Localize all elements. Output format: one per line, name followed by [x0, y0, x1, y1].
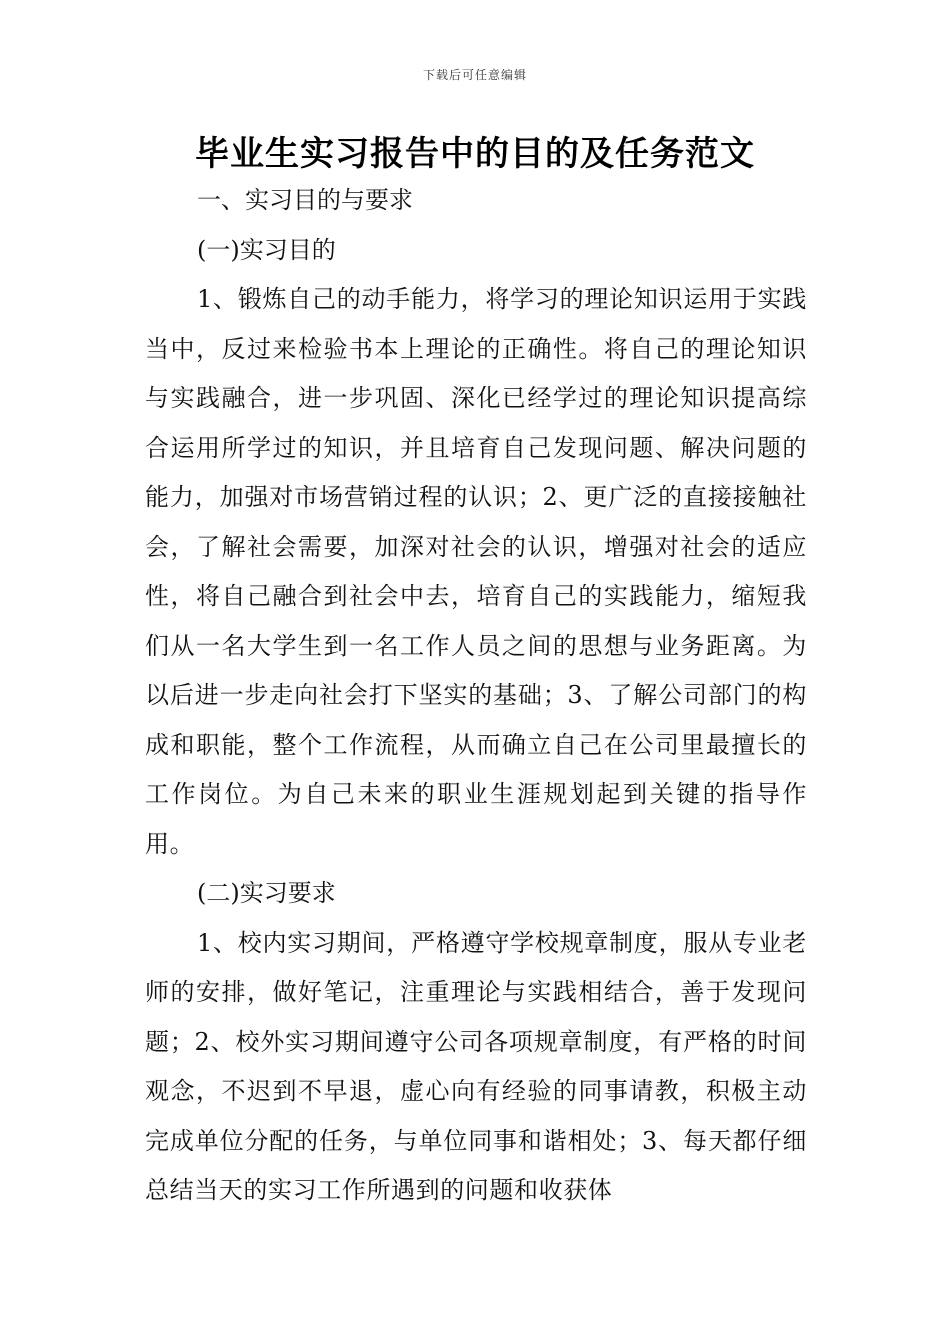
subsection-heading-purpose: (一)实习目的: [197, 235, 336, 264]
document-title: 毕业生实习报告中的目的及任务范文: [195, 134, 755, 174]
page-header-note: 下载后可任意编辑: [422, 68, 527, 82]
document-body: [145, 176, 807, 1216]
paragraph-purpose: 1、锻炼自己的动手能力，将学习的理论知识运用于实践当中，反过来检验书本上理论的正确性。将自己的理论知识与实践融合，进一步巩固、深化已经学过的理论知识提高综合运用所学过的知识，并且培育自己发现问题、解决问题的能力，加强对市场营销过程的认识；2、更广泛的直接接触社会，了解社会需要，加深对社会的认识，增强对社会的适应性，将自己融合到社会中去，培育自己的实践能力，缩短我们从一名大学生到一名工作人员之间的思想与业务距离。为以后进一步走向社会打下坚实的基础；3、了解公司部门的构成和职能，整个工作流程，从而确立自己在公司里最擅长的工作岗位。为自己未来的职业生涯规划起到关键的指导作用。: [145, 285, 807, 858]
section-heading-1: 一、实习目的与要求: [197, 186, 413, 214]
paragraph-requirements: 1、校内实习期间，严格遵守学校规章制度，服从专业老师的安排，做好笔记，注重理论与实践相结合，善于发现问题；2、校外实习期间遵守公司各项规章制度，有严格的时间观念，不迟到不早退，虚心向有经验的同事请教，积极主动完成单位分配的任务，与单位同事和谐相处；3、每天都仔细总结当天的实习工作所遇到的问题和收获体: [145, 928, 807, 1204]
subsection-heading-requirements: (二)实习要求: [197, 879, 336, 907]
